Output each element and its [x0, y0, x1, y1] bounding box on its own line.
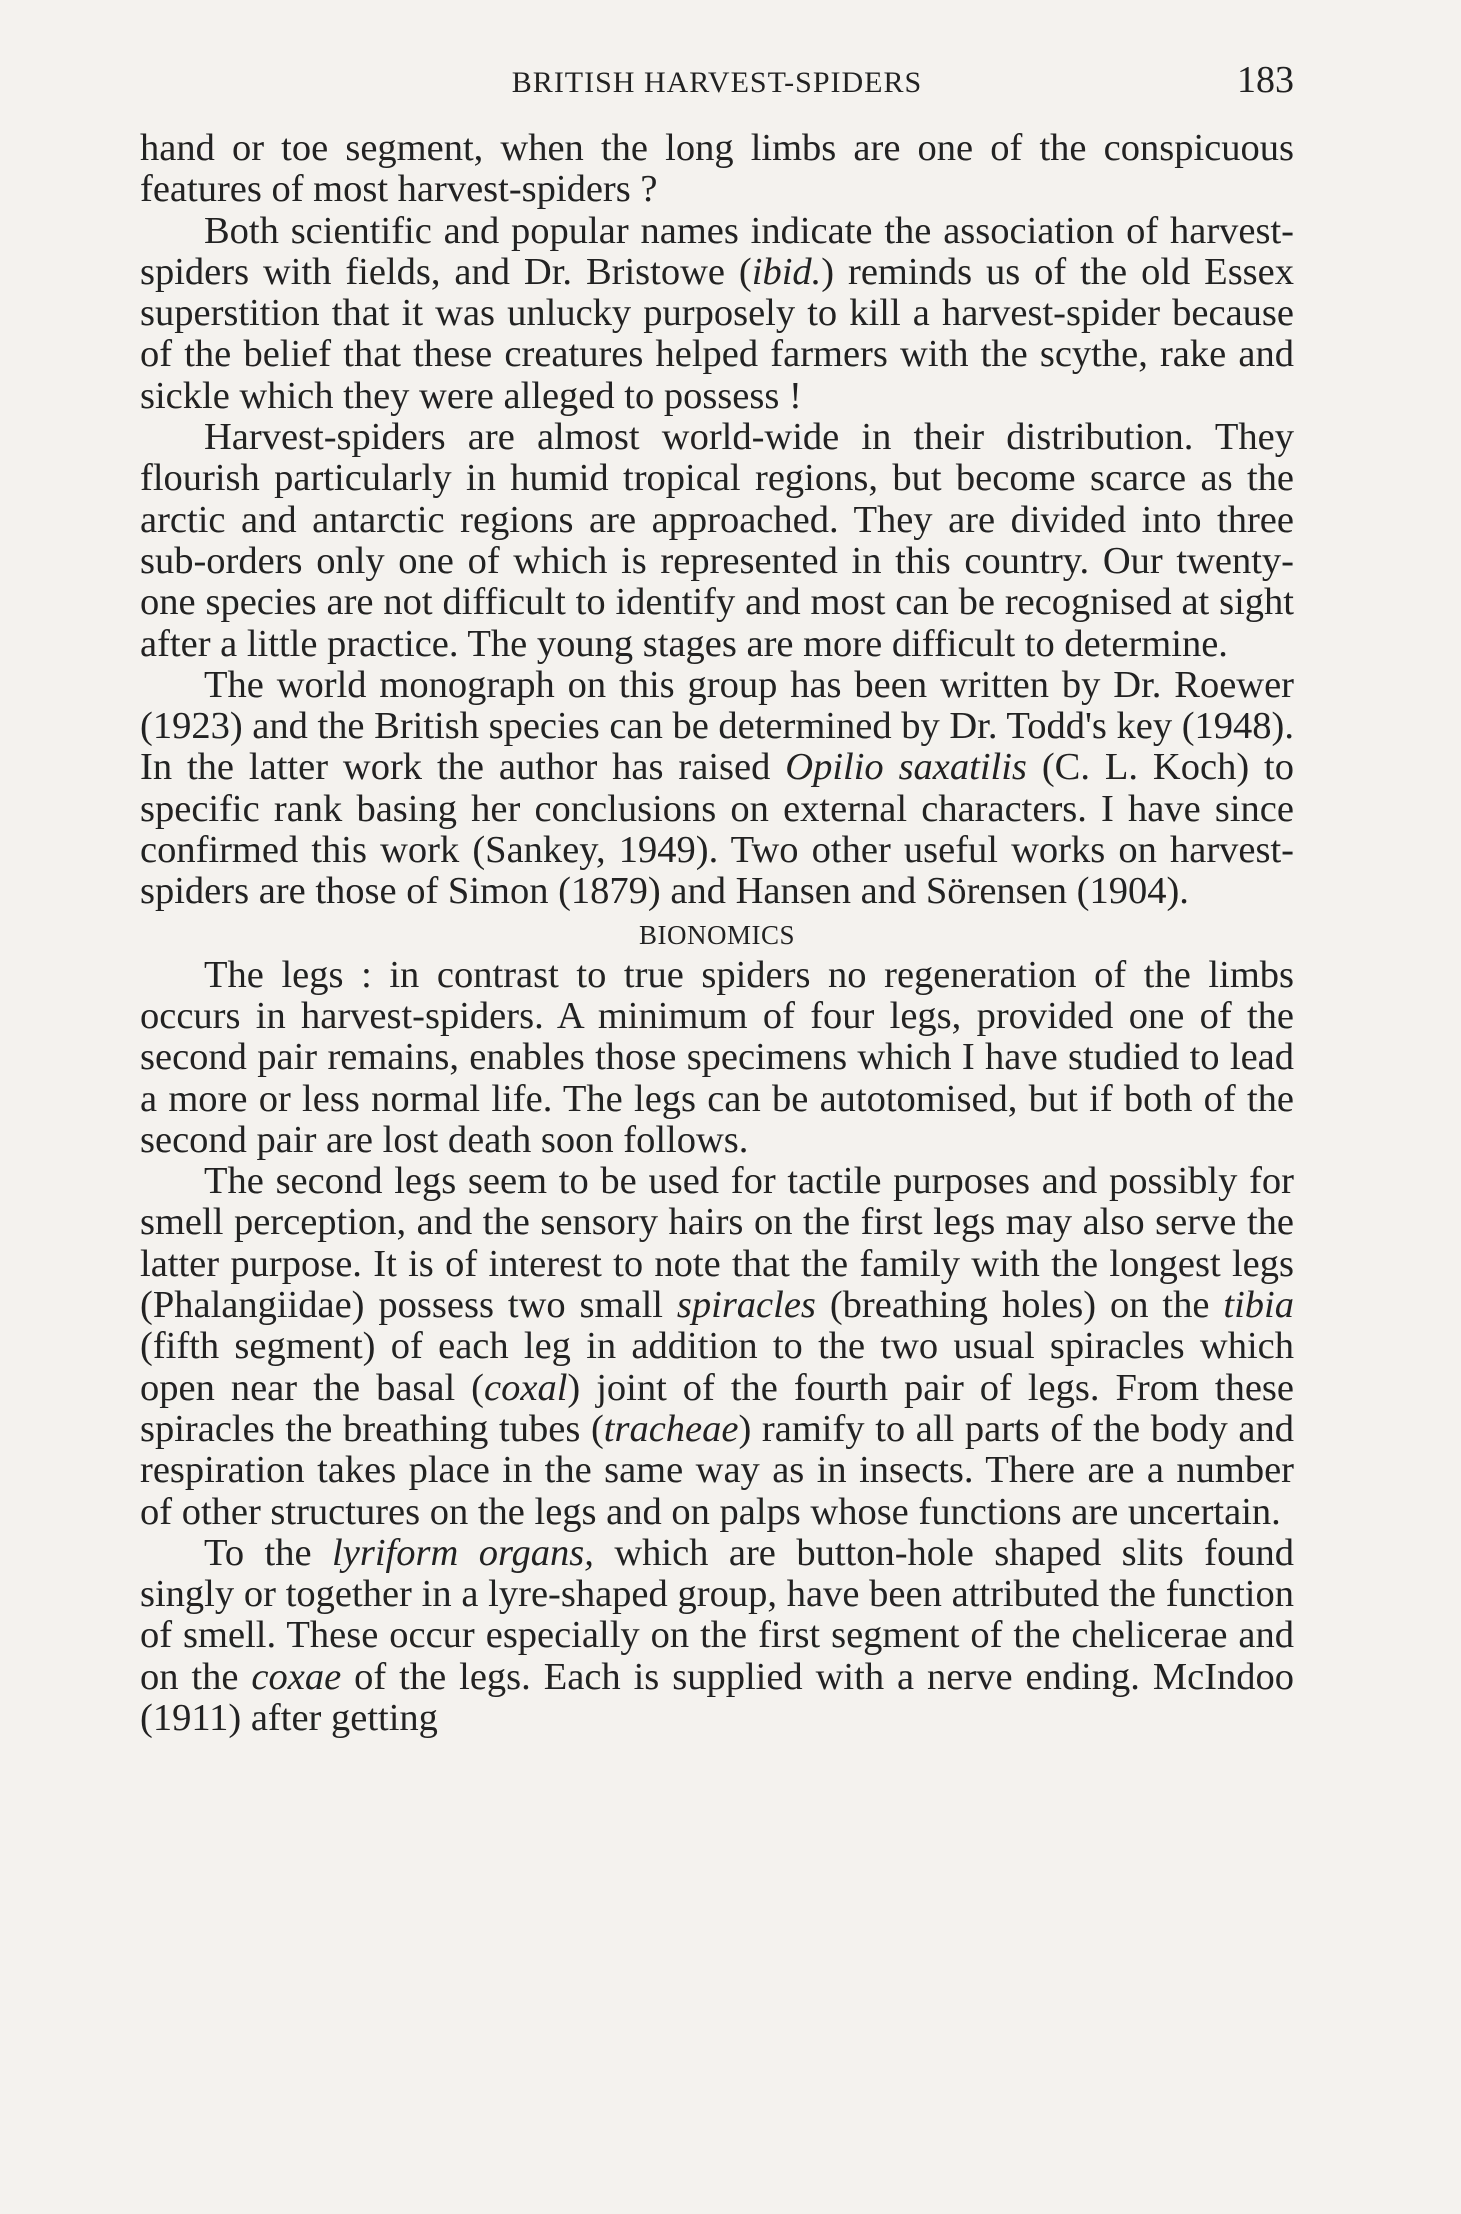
text-run: The second legs seem to be used for tactile purposes and possibly for smell perception, and the sensory hairs on the first legs may also serve the latter purpose. It is of interest to note that the family with the longest legs (Phalangiidae) possess two small: [140, 1160, 1294, 1327]
italic-term: tracheae: [603, 1407, 739, 1450]
text-run: Harvest-spiders are almost world-wide in their distribution. They flourish particularly in humid tropical regions, but become scarce as the arctic and antarctic regions are approached. They are divided into three sub-orders only one of which is represented in this country. Our twenty-one species are not difficult to identify and most can be recognised at sight after a little practice. The young stages are more difficult to determine.: [140, 416, 1294, 665]
paragraph-p4: [140, 665, 1294, 913]
page-number: 183: [1237, 59, 1294, 101]
text-run: The legs : in contrast to true spiders no regeneration of the limbs occurs in harvest-spiders. A minimum of four legs, provided one of the second pair remains, enables those specimens which I have studied to lead a more or less normal life. The legs can be autotomised, but if both of the second pair are lost death soon follows.: [140, 953, 1294, 1161]
paragraph-p6: [140, 1161, 1294, 1533]
text-run: hand or toe segment, when the long limbs are one of the conspicuous features of most harvest-spiders ?: [140, 127, 1294, 211]
body-text: [140, 128, 1294, 1739]
paragraph-p5: [140, 955, 1294, 1161]
text-run: (C. L. Koch) to specific rank basing her conclusions on external characters. I have since confirmed this work (Sankey, 1949). Two other useful works on harvest-spiders are those of Simon (1879) and Hansen and Sörensen (1904).: [140, 746, 1294, 913]
text-run: The world monograph on this group has been written by Dr. Roewer (1923) and the British species can be determined by Dr. Todd's key (1948). In the latter work the author has raised: [140, 663, 1294, 789]
text-run: (fifth segment) of each leg in addition to the two usual spiracles which open near the basal (: [140, 1325, 1294, 1409]
text-run: ) joint of the fourth pair of legs. From these spiracles the breathing tubes (: [140, 1366, 1295, 1450]
paragraph-p3: [140, 417, 1294, 665]
italic-term: ibid.: [751, 250, 822, 293]
italic-term: coxae: [251, 1655, 342, 1698]
paragraph-p2: [140, 211, 1294, 417]
paragraph-p7: [140, 1533, 1294, 1739]
text-run: which are button-hole shaped slits found singly or together in a lyre-shaped group, have been attributed the function of smell. These occur especially on the first segment of the chelicerae and on the: [140, 1531, 1295, 1698]
italic-term: lyriform organs,: [332, 1531, 594, 1574]
text-run: Both scientific and popular names indicate the association of harvest-spiders with fields, and Dr. Bristowe (: [140, 209, 1294, 293]
paragraph-p1: [140, 128, 1294, 211]
text-run: (breathing holes) on the: [815, 1284, 1224, 1327]
running-title: BRITISH HARVEST-SPIDERS: [511, 66, 923, 99]
italic-term: spiracles: [676, 1284, 816, 1327]
italic-term: Opilio saxatilis: [785, 746, 1027, 789]
text-run: To the: [204, 1531, 333, 1574]
section-heading: BIONOMICS: [638, 919, 796, 950]
italic-term: tibia: [1223, 1284, 1294, 1327]
page-header: [140, 58, 1294, 108]
text-run: of the legs. Each is supplied with a nerve ending. McIndoo (1911) after getting: [140, 1655, 1294, 1739]
text-run: ) ramify to all parts of the body and respiration takes place in the same way as in insects. There are a number of other structures on the legs and on palps whose functions are uncertain.: [140, 1407, 1294, 1533]
intro-paragraphs: [140, 128, 1294, 913]
italic-term: coxal: [484, 1366, 568, 1409]
section-paragraphs: [140, 955, 1294, 1740]
text-run: ) reminds us of the old Essex superstition that it was unlucky purposely to kill a harvest-spider because of the belief that these creatures helped farmers with the scythe, rake and sickle which they were alleged to possess !: [140, 250, 1294, 417]
